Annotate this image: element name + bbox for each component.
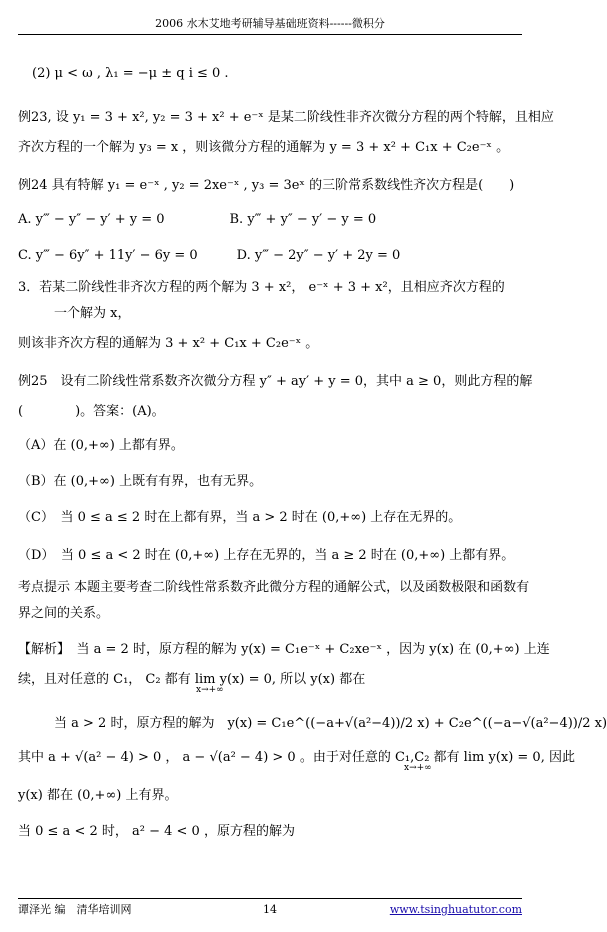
footer-link[interactable]: www.tsinghuatutor.com [389, 903, 522, 916]
choice-a: （A）在 (0,+∞) 上都有界。 [18, 438, 184, 453]
lim-subscript-2: x→+∞ [404, 763, 432, 773]
problem-3-line-2: 一个解为 x， [54, 306, 131, 321]
choice-c: （C） 当 0 ≤ a ≤ 2 时在上都有界，当 a > 2 时在 (0,+∞) 上存在无界的。 [18, 510, 462, 525]
choice-b: （B）在 (0,+∞) 上既有有界，也有无界。 [18, 474, 263, 489]
problem-3-line-1: 3．若某二阶线性非齐次方程的两个解为 3 + x²， e⁻ˣ + 3 + x²，且相应齐次方程的 [18, 280, 505, 295]
analysis-line-3: 当 a > 2 时，原方程的解为 y(x) = C₁e^((−a+√(a²−4))/2 x) + C₂e^((−a−√(a²−4))/2 x) [54, 716, 607, 731]
analysis-line-6: 当 0 ≤ a < 2 时， a² − 4 < 0 ，原方程的解为 [18, 824, 295, 839]
hint-line-1: 考点提示 本题主要考查二阶线性常系数齐此微分方程的通解公式，以及函数极限和函数有 [18, 580, 530, 595]
example-23-line-2: 齐次方程的一个解为 y₃ = x ，则该微分方程的通解为 y = 3 + x² + C₁x + C₂e⁻ˣ 。 [18, 140, 510, 155]
analysis-line-2: 续，且对任意的 C₁， C₂ 都有 lim y(x) = 0, 所以 y(x) 都在 [18, 672, 366, 687]
analysis-line-4: 其中 a + √(a² − 4) > 0 ， a − √(a² − 4) > 0 。由于对任意的 C₁,C₂ 都有 lim y(x) = 0, 因此 [18, 750, 575, 765]
example-25-line-2: ( )。答案：(A)。 [18, 404, 165, 419]
page-footer [18, 898, 522, 917]
lim-subscript: x→+∞ [196, 685, 224, 695]
choice-d: （D） 当 0 ≤ a < 2 时在 (0,+∞) 上存在无界的，当 a ≥ 2 时在 (0,+∞) 上都有界。 [18, 548, 515, 563]
page-number: 14 [263, 903, 277, 916]
option-cd: C. y‴ − 6y″ + 11y′ − 6y = 0 D. y‴ − 2y″ − y′ + 2y = 0 [18, 248, 401, 263]
page-header [18, 14, 522, 35]
example-24-line: 例24 具有特解 y₁ = e⁻ˣ , y₂ = 2xe⁻ˣ , y₃ = 3eˣ 的三阶常系数线性齐次方程是( ) [18, 178, 515, 193]
problem-3-line-3: 则该非齐次方程的通解为 3 + x² + C₁x + C₂e⁻ˣ 。 [18, 336, 319, 351]
option-ab: A. y‴ − y″ − y′ + y = 0 B. y‴ + y″ − y′ − y = 0 [18, 212, 377, 227]
analysis-line-5: y(x) 都在 (0,+∞) 上有界。 [18, 788, 178, 803]
hint-line-2: 界之间的关系。 [18, 606, 110, 621]
example-25-line-1: 例25 设有二阶线性常系数齐次微分方程 y″ + ay′ + y = 0，其中 a ≥ 0，则此方程的解 [18, 374, 533, 389]
example-23-line-1: 例23, 设 y₁ = 3 + x², y₂ = 3 + x² + e⁻ˣ 是某二阶线性非齐次微分方程的两个特解，且相应 [18, 110, 554, 125]
text-line: (2) μ < ω , λ₁ = −μ ± q i ≤ 0 . [32, 66, 229, 81]
footer-author: 谭泽光 编 清华培训网 [18, 903, 132, 916]
analysis-line-1: 【解析】 当 a = 2 时，原方程的解为 y(x) = C₁e⁻ˣ + C₂xe⁻ˣ ，因为 y(x) 在 (0,+∞) 上连 [18, 642, 550, 657]
header-title: 2006 水木艾地考研辅导基础班资料------微积分 [155, 17, 385, 30]
